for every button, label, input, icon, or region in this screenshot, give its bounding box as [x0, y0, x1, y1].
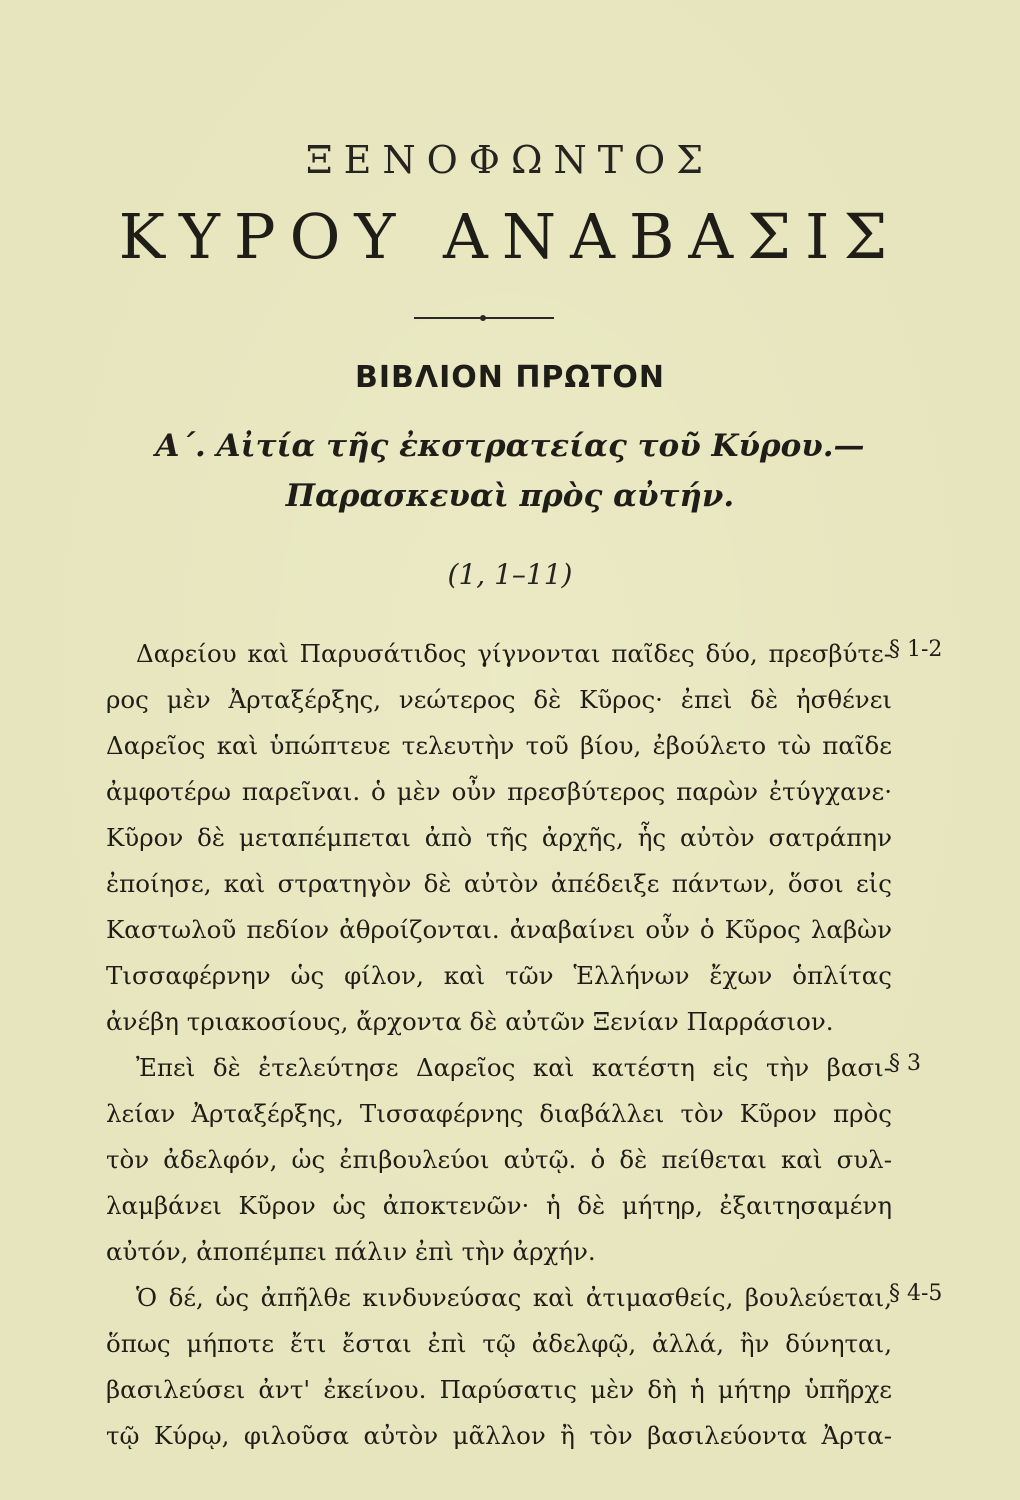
title-ornament-rule: [414, 317, 554, 319]
book-heading: ΒΙΒΛΙΟΝ ΠΡΩΤΟΝ: [354, 360, 665, 395]
text-line: Ὁ δέ, ὡς ἀπῆλθε κινδυνεύσας καὶ ἀτιμασθείς, βουλεύεται,: [136, 1283, 892, 1312]
text-line: αὐτόν, ἀποπέμπει πάλιν ἐπὶ τὴν ἀρχήν.: [106, 1237, 596, 1266]
chapter-heading-line-2: Παρασκευαὶ πρὸς αὐτήν.: [285, 478, 735, 514]
text-line: λείαν Ἀρταξέρξης, Τισσαφέρνης διαβάλλει τὸν Κῦρον πρὸς: [106, 1099, 892, 1128]
text-line: ἐποίησε, καὶ στρατηγὸν δὲ αὐτὸν ἀπέδειξε πάντων, ὅσοι εἰς: [106, 869, 892, 898]
section-mark: § 1-2: [889, 637, 943, 662]
work-title: ΚΥΡΟΥ ΑΝΑΒΑΣΙΣ: [118, 200, 902, 273]
chapter-heading-line-1: Α΄. Αἰτία τῆς ἐκστρατείας τοῦ Κύρου.—: [155, 428, 865, 464]
text-line: ἀμφοτέρω παρεῖναι. ὁ μὲν οὖν πρεσβύτερος παρὼν ἐτύγχανε·: [106, 777, 892, 806]
text-line: Δαρείου καὶ Παρυσάτιδος γίγνονται παῖδες δύο, πρεσβύτε-: [136, 639, 892, 668]
text-line: Καστωλοῦ πεδίον ἀθροίζονται. ἀναβαίνει οὖν ὁ Κῦρος λαβὼν: [106, 915, 892, 944]
section-mark: § 3: [889, 1051, 921, 1076]
text-line: βασιλεύσει ἀντ' ἐκείνου. Παρύσατις μὲν δὴ ἡ μήτηρ ὑπῆρχε: [106, 1375, 892, 1404]
text-line: ὅπως μήποτε ἔτι ἔσται ἐπὶ τῷ ἀδελφῷ, ἀλλά, ἢν δύνηται,: [106, 1329, 892, 1358]
text-line: Τισσαφέρνην ὡς φίλον, καὶ τῶν Ἑλλήνων ἔχων ὁπλίτας: [106, 961, 892, 990]
author-heading: ΞΕΝΟΦΩΝΤΟΣ: [305, 138, 715, 182]
text-line: Δαρεῖος καὶ ὑπώπτευε τελευτὴν τοῦ βίου, ἐβούλετο τὼ παῖδε: [106, 731, 892, 760]
text-line: Ἐπεὶ δὲ ἐτελεύτησε Δαρεῖος καὶ κατέστη εἰς τὴν βασι-: [136, 1053, 892, 1082]
section-mark: § 4-5: [889, 1281, 943, 1306]
text-line: ἀνέβη τριακοσίους, ἄρχοντα δὲ αὐτῶν Ξενίαν Παρράσιον.: [106, 1007, 834, 1036]
section-range: (1, 1–11): [447, 558, 573, 591]
ornament-dot: [480, 315, 486, 321]
text-line: λαμβάνει Κῦρον ὡς ἀποκτενῶν· ἡ δὲ μήτηρ, ἐξαιτησαμένη: [106, 1191, 892, 1220]
text-line: τὸν ἀδελφόν, ὡς ἐπιβουλεύοι αὐτῷ. ὁ δὲ πείθεται καὶ συλ-: [106, 1145, 892, 1174]
text-line: Κῦρον δὲ μεταπέμπεται ἀπὸ τῆς ἀρχῆς, ἧς αὐτὸν σατράπην: [106, 823, 892, 852]
text-line: ρος μὲν Ἀρταξέρξης, νεώτερος δὲ Κῦρος· ἐπεὶ δὲ ἠσθένει: [106, 685, 892, 714]
text-line: τῷ Κύρῳ, φιλοῦσα αὐτὸν μᾶλλον ἢ τὸν βασιλεύοντα Ἀρτα-: [106, 1421, 892, 1450]
